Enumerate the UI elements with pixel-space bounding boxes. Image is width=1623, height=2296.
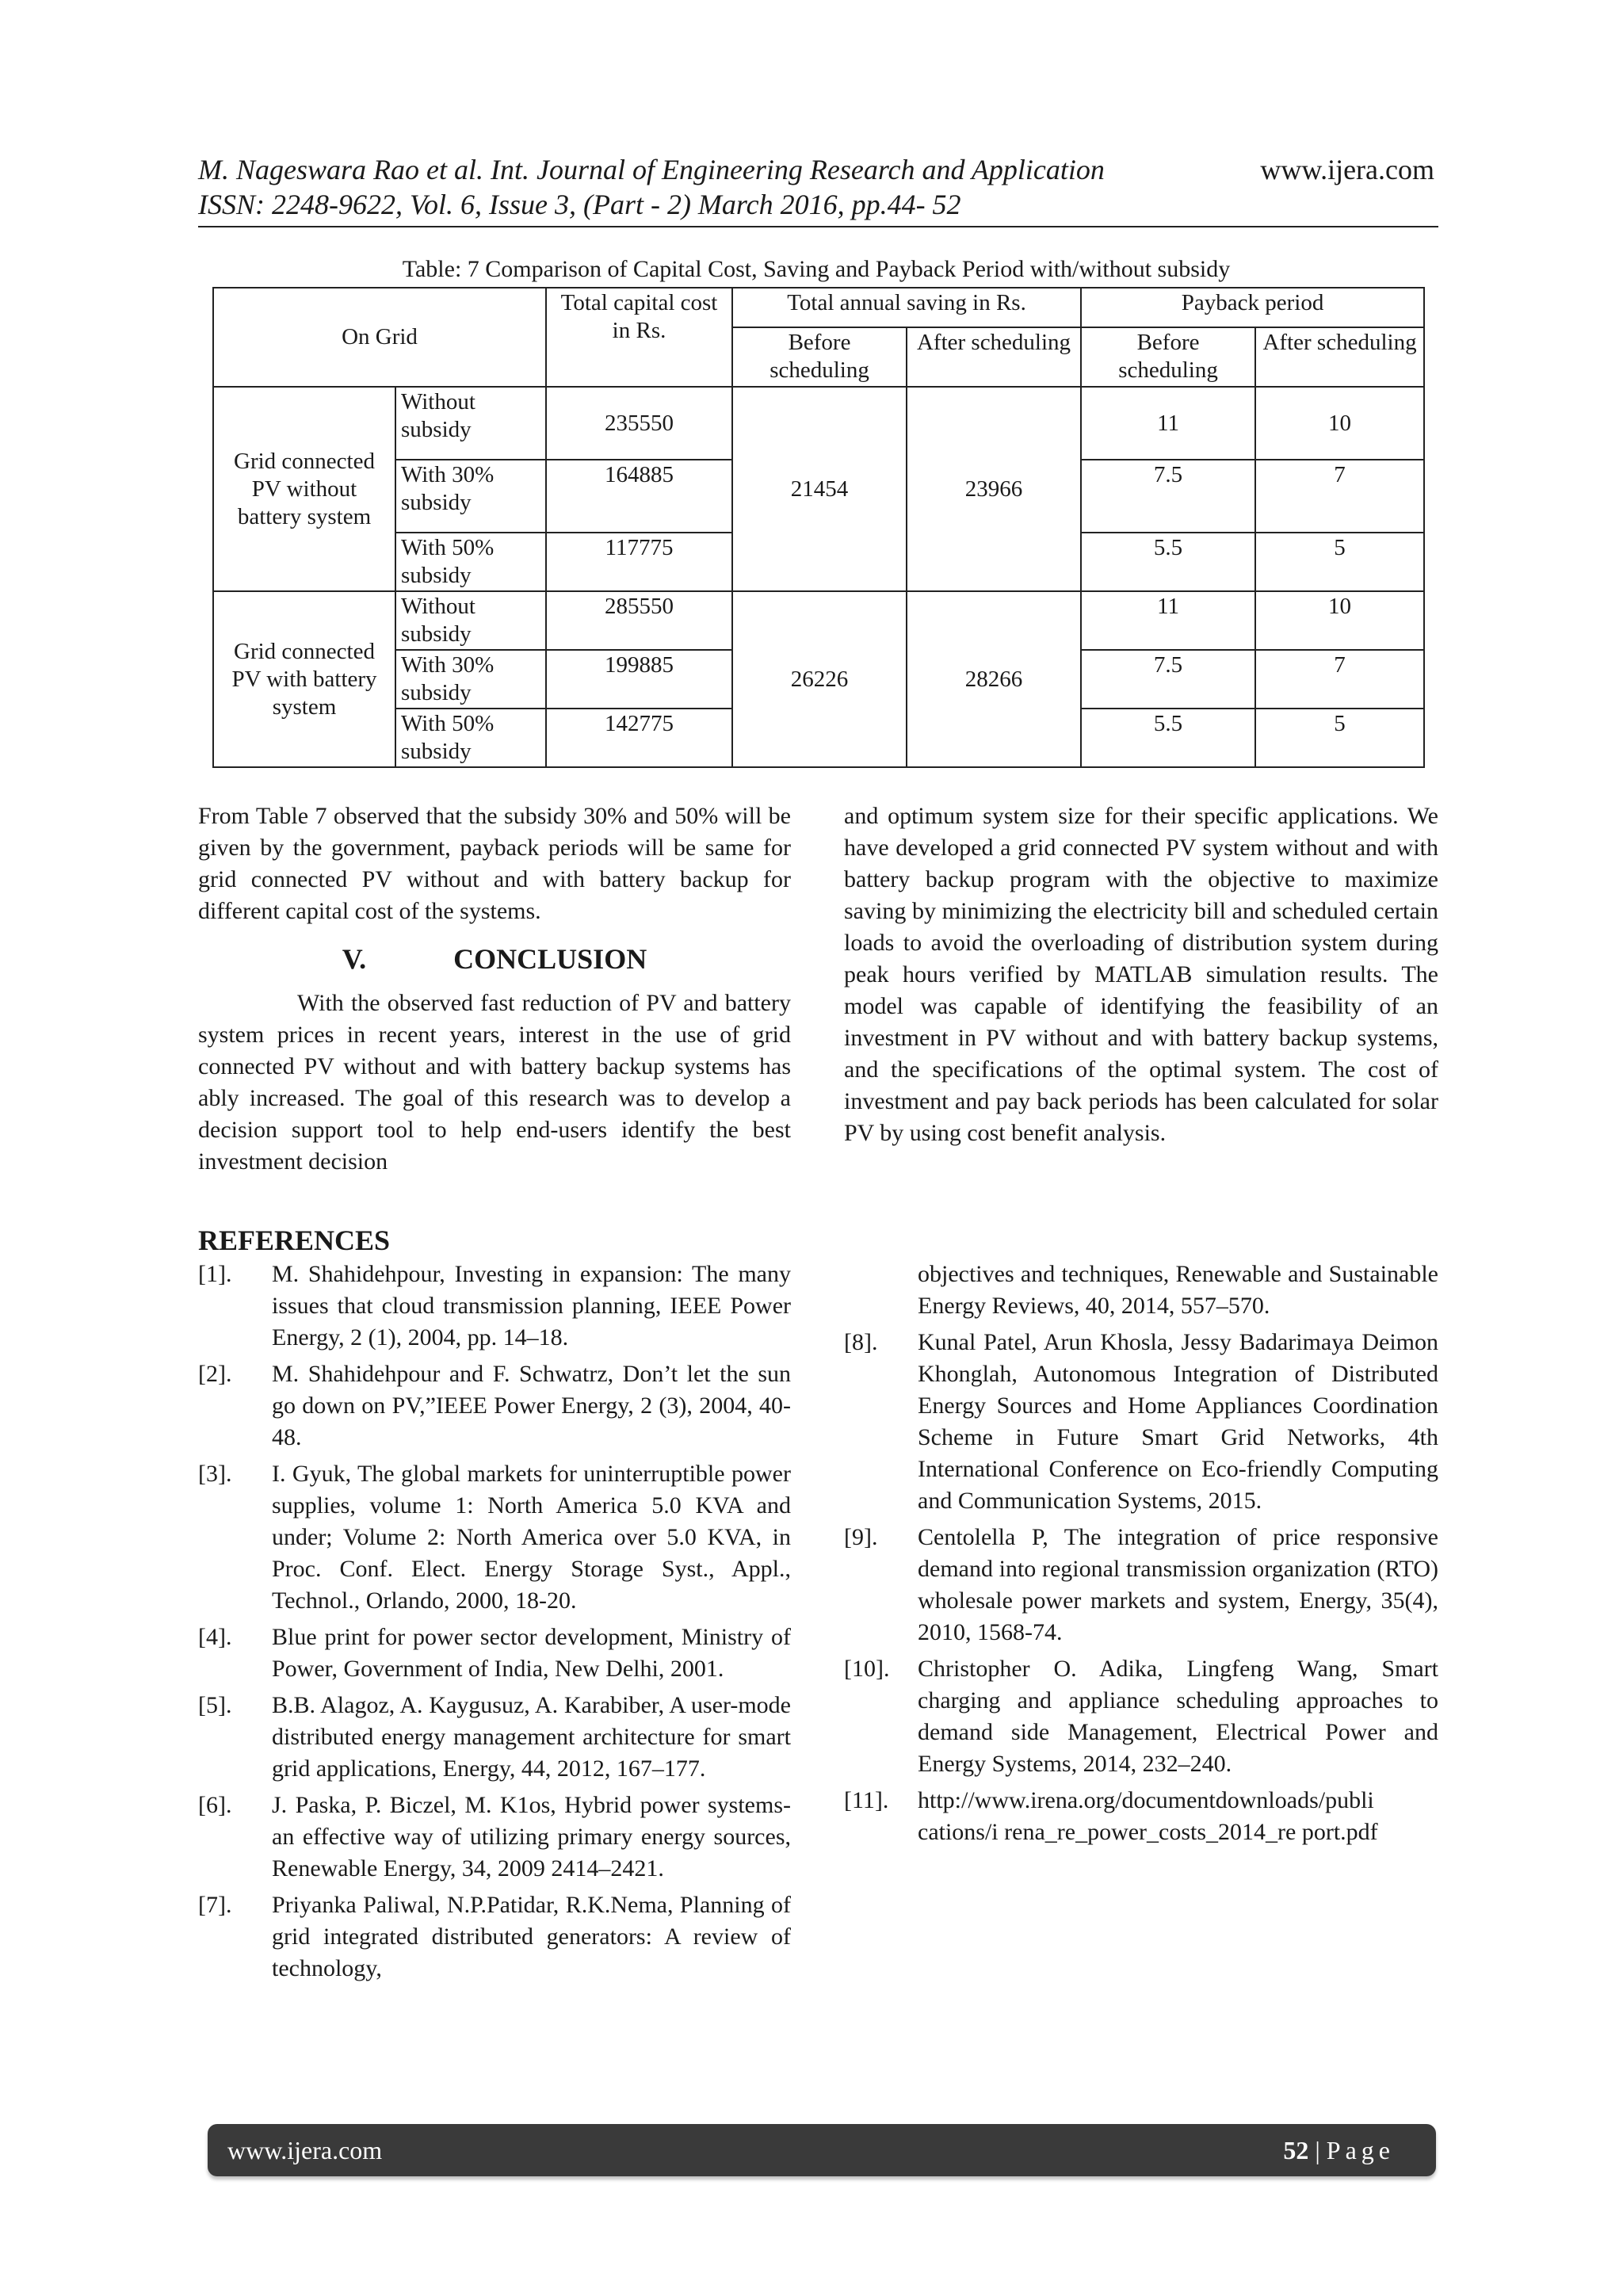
subsidy-cell: With 50% subsidy — [395, 533, 546, 591]
table-row — [213, 591, 1424, 650]
footer-site-link[interactable]: www.ijera.com — [227, 2135, 383, 2164]
header-annual-saving: Total annual saving in Rs. — [732, 288, 1081, 327]
header-saving-after: After scheduling — [907, 327, 1081, 387]
payback-before-cell: 5.5 — [1081, 709, 1255, 767]
capital-cost-cell: 285550 — [546, 591, 732, 650]
reference-item: [11]. http://www.irena.org/documentdownloads/publi cations/i rena_re_power_costs_2014_re port.pdf — [844, 1785, 1438, 1848]
payback-before-cell: 7.5 — [1081, 460, 1255, 533]
reference-item: [5]. B.B. Alagoz, A. Kaygusuz, A. Karabiber, A user-mode distributed energy management architecture for smart grid applications, Energy, 44, 2012, 167–177. — [198, 1692, 791, 1782]
payback-after-cell: 5 — [1255, 709, 1424, 767]
header-payback-period: Payback period — [1081, 288, 1424, 327]
section-number: V. — [342, 943, 367, 975]
header-payback-before: Before scheduling — [1081, 327, 1255, 387]
subsidy-cell: With 50% subsidy — [395, 709, 546, 767]
header-on-grid: On Grid — [213, 288, 546, 387]
capital-cost-cell: 164885 — [546, 460, 732, 533]
comparison-table — [212, 287, 1425, 768]
header-capital-cost: Total capital cost in Rs. — [546, 288, 732, 387]
reference-item-continued: objectives and techniques, Renewable and Sustainable Energy Reviews, 40, 2014, 557–570. — [918, 1261, 1438, 1319]
reference-item: [10]. Christopher O. Adika, Lingfeng Wang, Smart charging and appliance scheduling approaches to demand side Management, Electrical Power and Energy Systems, 2014, 232–240. — [844, 1656, 1438, 1777]
payback-after-cell: 5 — [1255, 533, 1424, 591]
reference-item: [2]. M. Shahidehpour and F. Schwatrz, Don’t let the sun go down on PV,”IEEE Power Energy, 2 (3), 2004, 40-48. — [198, 1361, 791, 1450]
header-citation: M. Nageswara Rao et al. Int. Journal of Engineering Research and Application — [198, 154, 1105, 185]
section-title: CONCLUSION — [453, 943, 647, 975]
reference-item: [3]. I. Gyuk, The global markets for uninterruptible power supplies, volume 1: North America 5.0 KVA and under; Volume 2: North America over 5.0 KVA, in Proc. Conf. Elect. Energy Storage Syst., Appl., Technol., Orlando, 2000, 18-20. — [198, 1461, 791, 1614]
payback-after-cell: 7 — [1255, 650, 1424, 709]
payback-before-cell: 5.5 — [1081, 533, 1255, 591]
left-column — [198, 800, 791, 1178]
section-heading-conclusion — [198, 942, 791, 976]
group-label: Grid connected PV with battery system — [213, 591, 395, 767]
header-site-link[interactable]: www.ijera.com — [1260, 154, 1434, 185]
subsidy-cell: Without subsidy — [395, 591, 546, 650]
reference-item: [8]. Kunal Patel, Arun Khosla, Jessy Badarimaya Deimon Khonglah, Autonomous Integration of Distributed Energy Sources and Home Appliances Coordination Scheme in Future Smart Grid Networks, 4th International Conference on Eco-friendly Computing and Communication Systems, 2015. — [844, 1329, 1438, 1514]
reference-item: [1]. M. Shahidehpour, Investing in expansion: The many issues that cloud transmission planning, IEEE Power Energy, 2 (1), 2004, pp. 14–18. — [198, 1261, 791, 1350]
reference-item: [6]. J. Paska, P. Biczel, M. K1os, Hybrid power systems-an effective way of utilizing primary energy sources, Renewable Energy, 34, 2009 2414–2421. — [198, 1792, 791, 1881]
payback-before-cell: 11 — [1081, 387, 1255, 460]
paragraph-table-observation: From Table 7 observed that the subsidy 30% and 50% will be given by the government, payback periods will be same for grid connected PV without and with battery backup for different capital cost of the systems. — [198, 803, 791, 924]
references-right — [844, 1259, 1438, 1853]
payback-before-cell: 11 — [1081, 591, 1255, 650]
right-column — [844, 800, 1438, 1149]
payback-after-cell: 7 — [1255, 460, 1424, 533]
paragraph-conclusion-continued: and optimum system size for their specific applications. We have developed a grid connected PV system without and with battery backup program with the objective to maximize saving by minimizing the electricity bill and scheduled certain loads to avoid the overloading of distribution system during peak hours verified by MATLAB simulation results. The model was capable of identifying the feasibility of an investment in PV without and with battery backup systems, and the specifications of the optimal system. The cost of investment and pay back periods has been calculated for solar PV by using cost benefit analysis. — [844, 803, 1438, 1146]
running-header — [198, 152, 1434, 222]
group-label: Grid connected PV without battery system — [213, 387, 395, 591]
saving-before-cell: 21454 — [732, 387, 907, 591]
header-issn: ISSN: 2248-9622, Vol. 6, Issue 3, (Part - 2) March 2016, pp.44- 52 — [198, 189, 961, 220]
references-left — [198, 1259, 791, 1989]
references-heading: REFERENCES — [198, 1224, 391, 1256]
header-payback-after: After scheduling — [1255, 327, 1424, 387]
table-caption: Table: 7 Comparison of Capital Cost, Saving and Payback Period with/without subsidy — [402, 256, 1231, 282]
subsidy-cell: With 30% subsidy — [395, 650, 546, 709]
saving-after-cell: 23966 — [907, 387, 1081, 591]
reference-item: [7]. Priyanka Paliwal, N.P.Patidar, R.K.Nema, Planning of grid integrated distributed generators: A review of technology, — [198, 1892, 791, 1981]
reference-link[interactable]: http://www.irena.org/documentdownloads/publi cations/i rena_re_power_costs_2014_re port.pdf — [918, 1787, 1378, 1845]
capital-cost-cell: 199885 — [546, 650, 732, 709]
saving-before-cell: 26226 — [732, 591, 907, 767]
payback-before-cell: 7.5 — [1081, 650, 1255, 709]
subsidy-cell: Without subsidy — [395, 387, 546, 460]
payback-after-cell: 10 — [1255, 591, 1424, 650]
page-footer — [208, 2124, 1436, 2176]
capital-cost-cell: 142775 — [546, 709, 732, 767]
header-rule — [198, 226, 1438, 227]
page-number: 52 | Page — [1283, 2135, 1395, 2164]
reference-item: [4]. Blue print for power sector development, Ministry of Power, Government of India, New Delhi, 2001. — [198, 1624, 791, 1682]
capital-cost-cell: 235550 — [546, 387, 732, 460]
header-saving-before: Before scheduling — [732, 327, 907, 387]
subsidy-cell: With 30% subsidy — [395, 460, 546, 533]
saving-after-cell: 28266 — [907, 591, 1081, 767]
capital-cost-cell: 117775 — [546, 533, 732, 591]
payback-after-cell: 10 — [1255, 387, 1424, 460]
paragraph-conclusion: With the observed fast reduction of PV and battery system prices in recent years, interest in the use of grid connected PV without and with battery backup systems has ably increased. The goal of this research was to develop a decision support tool to help end-users identify the best investment decision — [198, 990, 791, 1175]
reference-item: [9]. Centolella P, The integration of price responsive demand into regional transmission organization (RTO) wholesale power markets and system, Energy, 35(4), 2010, 1568-74. — [844, 1524, 1438, 1645]
table-row — [213, 387, 1424, 460]
